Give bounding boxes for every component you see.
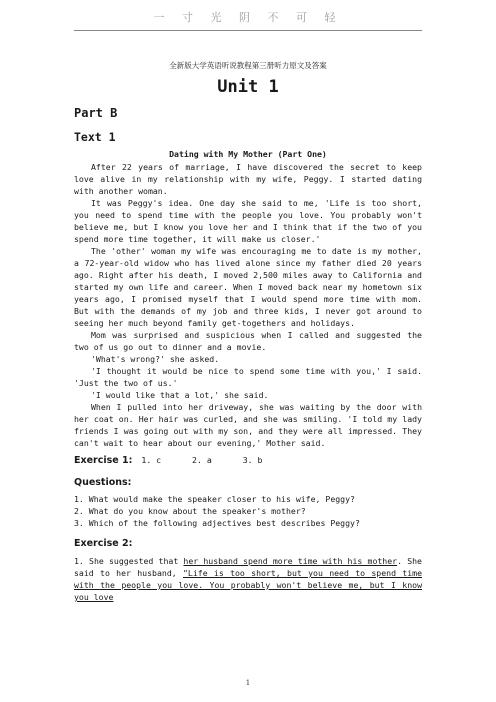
exercise-1 xyxy=(74,454,422,467)
question-item: 1. What would make the speaker closer to his wife, Peggy? xyxy=(74,494,355,504)
header-rule xyxy=(74,30,422,31)
unit-title: Unit 1 xyxy=(217,77,279,97)
paragraph: 'What's wrong?' she asked. xyxy=(91,354,220,364)
paragraph: The 'other' woman my wife was encouraging me to date is my mother, a 72-year-old widow who has lived alone since my father died 20 years ago. Right after his death, I moved 2,500 miles away to California and started my own life and career. When I moved back near my hometown six years ago, I promised myself that I would spend more time with mom. But with the demands of my job and three kids, I never got around to seeing her much beyond family get-togethers and holidays. xyxy=(74,246,422,328)
page-number: 1 xyxy=(245,679,251,687)
document-body xyxy=(74,61,422,603)
exercise-2-heading: Exercise 2: xyxy=(74,538,133,549)
underlined-answer: "Life is too short, but you need to spend time with the people you love. You probably won't believe me, but I know you love xyxy=(74,568,423,602)
story-title: Dating with My Mother (Part One) xyxy=(169,149,327,159)
exercise-2-answer xyxy=(74,555,422,603)
header-watermark: 一 寸 光 阴 不 可 轻 xyxy=(153,11,343,24)
exercise-1-label: Exercise 1: xyxy=(74,455,133,466)
question-item: 3. Which of the following adjectives best describes Peggy? xyxy=(74,518,360,528)
exercise-2-lead: 1. She suggested that xyxy=(74,556,184,566)
exercise-1-answer: 2. a xyxy=(192,455,212,465)
exercise-1-answer: 3. b xyxy=(242,455,263,465)
paragraph: It was Peggy's idea. One day she said to me, 'Life is too short, you need to spend time with the people you love. You probably won't believe me, but I know you love her and I think that if the two of you spend more time together, it will make us closer.' xyxy=(74,198,422,244)
text-heading: Text 1 xyxy=(74,130,116,144)
exercise-2-mid: . She said to her husband, xyxy=(74,556,422,578)
exercise-1-answer: 1. c xyxy=(141,455,162,465)
paragraph: After 22 years of marriage, I have discovered the secret to keep love alive in my relationship with my wife, Peggy. I started dating with another woman. xyxy=(74,162,422,196)
paragraph: 'I would like that a lot,' she said. xyxy=(91,390,269,400)
paragraph: 'I thought it would be nice to spend some time with you,' I said. 'Just the two of us.' xyxy=(74,366,422,388)
questions-heading: Questions: xyxy=(74,477,132,488)
question-item: 2. What do you know about the speaker's mother? xyxy=(74,506,306,516)
paragraph: Mom was surprised and suspicious when I called and suggested the two of us go out to dinner and a movie. xyxy=(74,330,422,352)
paragraph: When I pulled into her driveway, she was waiting by the door with her coat on. Her hair was curled, and she was smiling. 'I told my lady friends I was going out with my son, and they were all impressed. They can't wait to hear about our evening,' Mother said. xyxy=(74,402,422,448)
underlined-answer: her husband spend more time with his mother xyxy=(183,556,398,566)
part-heading: Part B xyxy=(74,106,118,120)
document-subtitle: 全新版大学英语听说教程第三册听力原文及答案 xyxy=(169,61,327,70)
